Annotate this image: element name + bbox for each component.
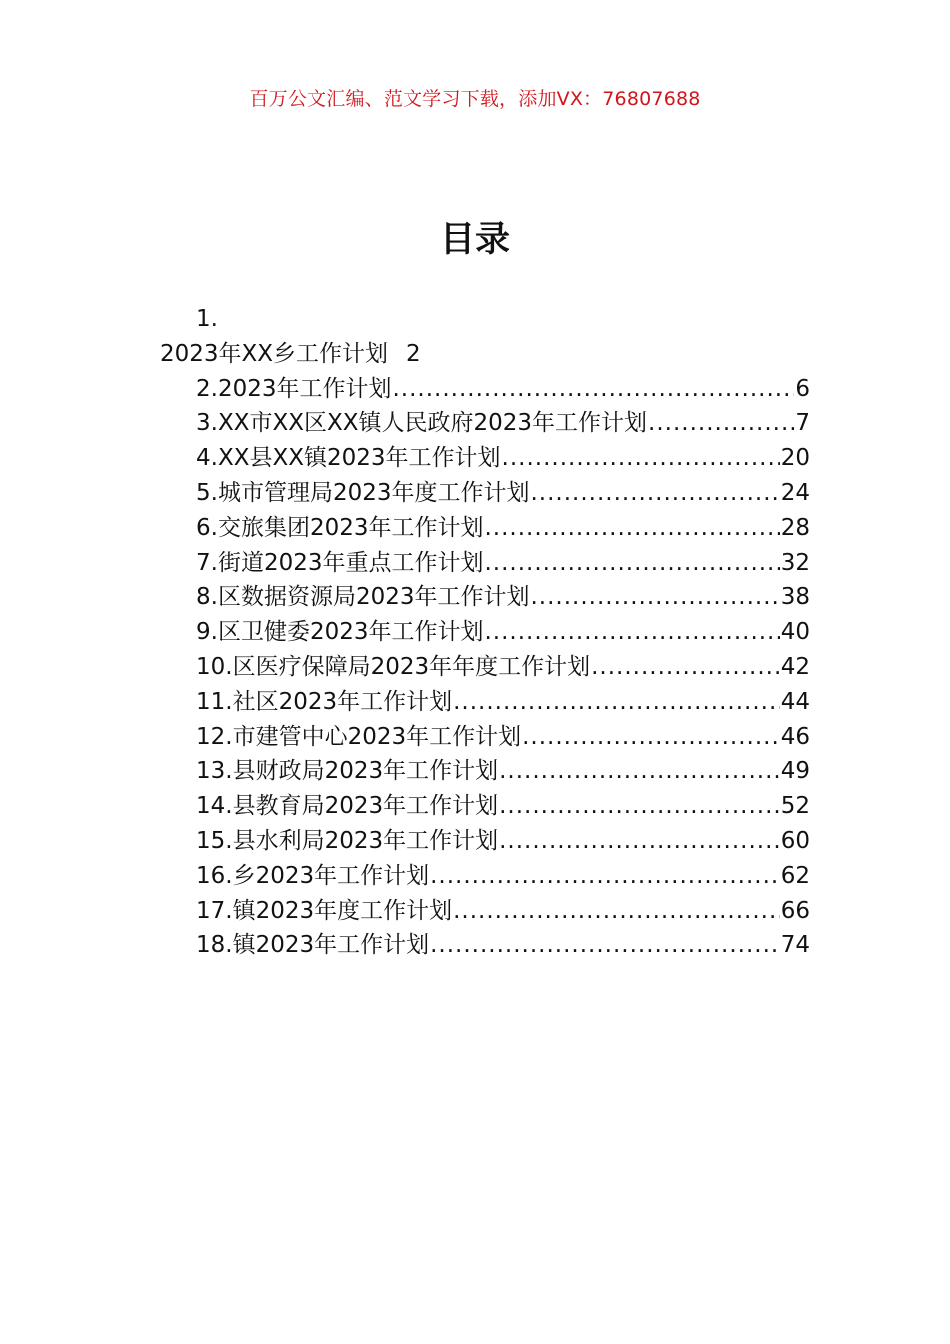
toc-entry-title: 12.市建管中心2023年工作计划	[196, 723, 522, 750]
toc-dot-leader	[392, 372, 794, 407]
toc-entry[interactable]	[160, 372, 810, 407]
toc-entry-page: 32	[780, 549, 810, 576]
toc-dot-leader	[530, 580, 779, 615]
toc-dot-leader	[484, 546, 779, 581]
toc-dot-leader	[522, 720, 780, 755]
toc-entry[interactable]	[160, 824, 810, 859]
toc-dot-leader	[484, 511, 779, 546]
toc-dot-leader	[430, 928, 780, 963]
toc-entry[interactable]	[160, 511, 810, 546]
toc-entry-page: 60	[780, 827, 810, 854]
toc-entry[interactable]	[160, 615, 810, 650]
toc-dot-leader	[591, 650, 780, 685]
toc-entry-page: 24	[780, 479, 810, 506]
table-of-contents	[160, 302, 810, 963]
toc-entry-title: 2023年XX乡工作计划	[160, 340, 389, 367]
toc-entry-page: 40	[780, 619, 810, 646]
toc-entry-title: 3.XX市XX区XX镇人民政府2023年工作计划	[196, 410, 648, 437]
toc-entry[interactable]	[160, 650, 810, 685]
toc-entry-page: 2	[406, 340, 421, 367]
page-title: 目录	[439, 220, 510, 260]
toc-entry-title: 9.区卫健委2023年工作计划	[196, 619, 484, 646]
toc-entry-page: 28	[780, 514, 810, 541]
toc-entry-page: 7	[795, 410, 810, 437]
toc-dot-leader	[648, 406, 794, 441]
toc-entry-title: 14.县教育局2023年工作计划	[196, 793, 499, 820]
toc-entry-page: 42	[780, 653, 810, 680]
toc-entry-title: 8.区数据资源局2023年工作计划	[196, 584, 530, 611]
toc-entry-title: 5.城市管理局2023年度工作计划	[196, 479, 530, 506]
toc-entry-title: 10.区医疗保障局2023年年度工作计划	[196, 653, 591, 680]
toc-entry-page: 20	[780, 445, 810, 472]
toc-entry-title: 18.镇2023年工作计划	[196, 932, 430, 959]
toc-entry[interactable]	[160, 789, 810, 824]
toc-entry-title: 4.XX县XX镇2023年工作计划	[196, 445, 501, 472]
toc-entry[interactable]	[160, 928, 810, 963]
toc-entry-1[interactable]	[160, 337, 810, 372]
toc-entry[interactable]	[160, 685, 810, 720]
toc-dot-leader	[484, 615, 779, 650]
toc-dot-leader	[502, 441, 780, 476]
toc-dot-leader	[453, 894, 780, 929]
toc-entry[interactable]	[160, 894, 810, 929]
toc-entry-page: 44	[780, 688, 810, 715]
toc-entry-title: 16.乡2023年工作计划	[196, 862, 430, 889]
toc-entry-title: 6.交旅集团2023年工作计划	[196, 514, 484, 541]
toc-entry-title: 7.街道2023年重点工作计划	[196, 549, 484, 576]
toc-dot-leader	[499, 789, 780, 824]
toc-entry-title: 11.社区2023年工作计划	[196, 688, 453, 715]
toc-entry-page: 49	[780, 758, 810, 785]
toc-entry[interactable]	[160, 580, 810, 615]
header-note: 百万公文汇编、范文学习下载，添加VX：76807688	[249, 88, 701, 110]
toc-entry[interactable]	[160, 476, 810, 511]
toc-entry-page: 62	[780, 862, 810, 889]
toc-entry-page: 6	[795, 375, 810, 402]
toc-entry[interactable]	[160, 546, 810, 581]
toc-entry[interactable]	[160, 754, 810, 789]
toc-dot-leader	[430, 859, 780, 894]
toc-entry-title: 13.县财政局2023年工作计划	[196, 758, 499, 785]
toc-entry[interactable]	[160, 859, 810, 894]
toc-entry-page: 66	[780, 897, 810, 924]
toc-entry-page: 38	[780, 584, 810, 611]
toc-entry[interactable]	[160, 720, 810, 755]
toc-dot-leader	[530, 476, 779, 511]
toc-entry-title: 15.县水利局2023年工作计划	[196, 827, 499, 854]
toc-entry-title: 17.镇2023年度工作计划	[196, 897, 453, 924]
toc-entry[interactable]	[160, 406, 810, 441]
toc-entry-1-number: 1.	[196, 306, 218, 332]
toc-dot-leader	[499, 824, 780, 859]
toc-dot-leader	[453, 685, 780, 720]
toc-entry-title: 2.2023年工作计划	[196, 375, 392, 402]
toc-entry-page: 52	[780, 793, 810, 820]
toc-entry-page: 46	[780, 723, 810, 750]
toc-dot-leader	[499, 754, 780, 789]
toc-entry-page: 74	[780, 932, 810, 959]
toc-entry[interactable]	[160, 441, 810, 476]
